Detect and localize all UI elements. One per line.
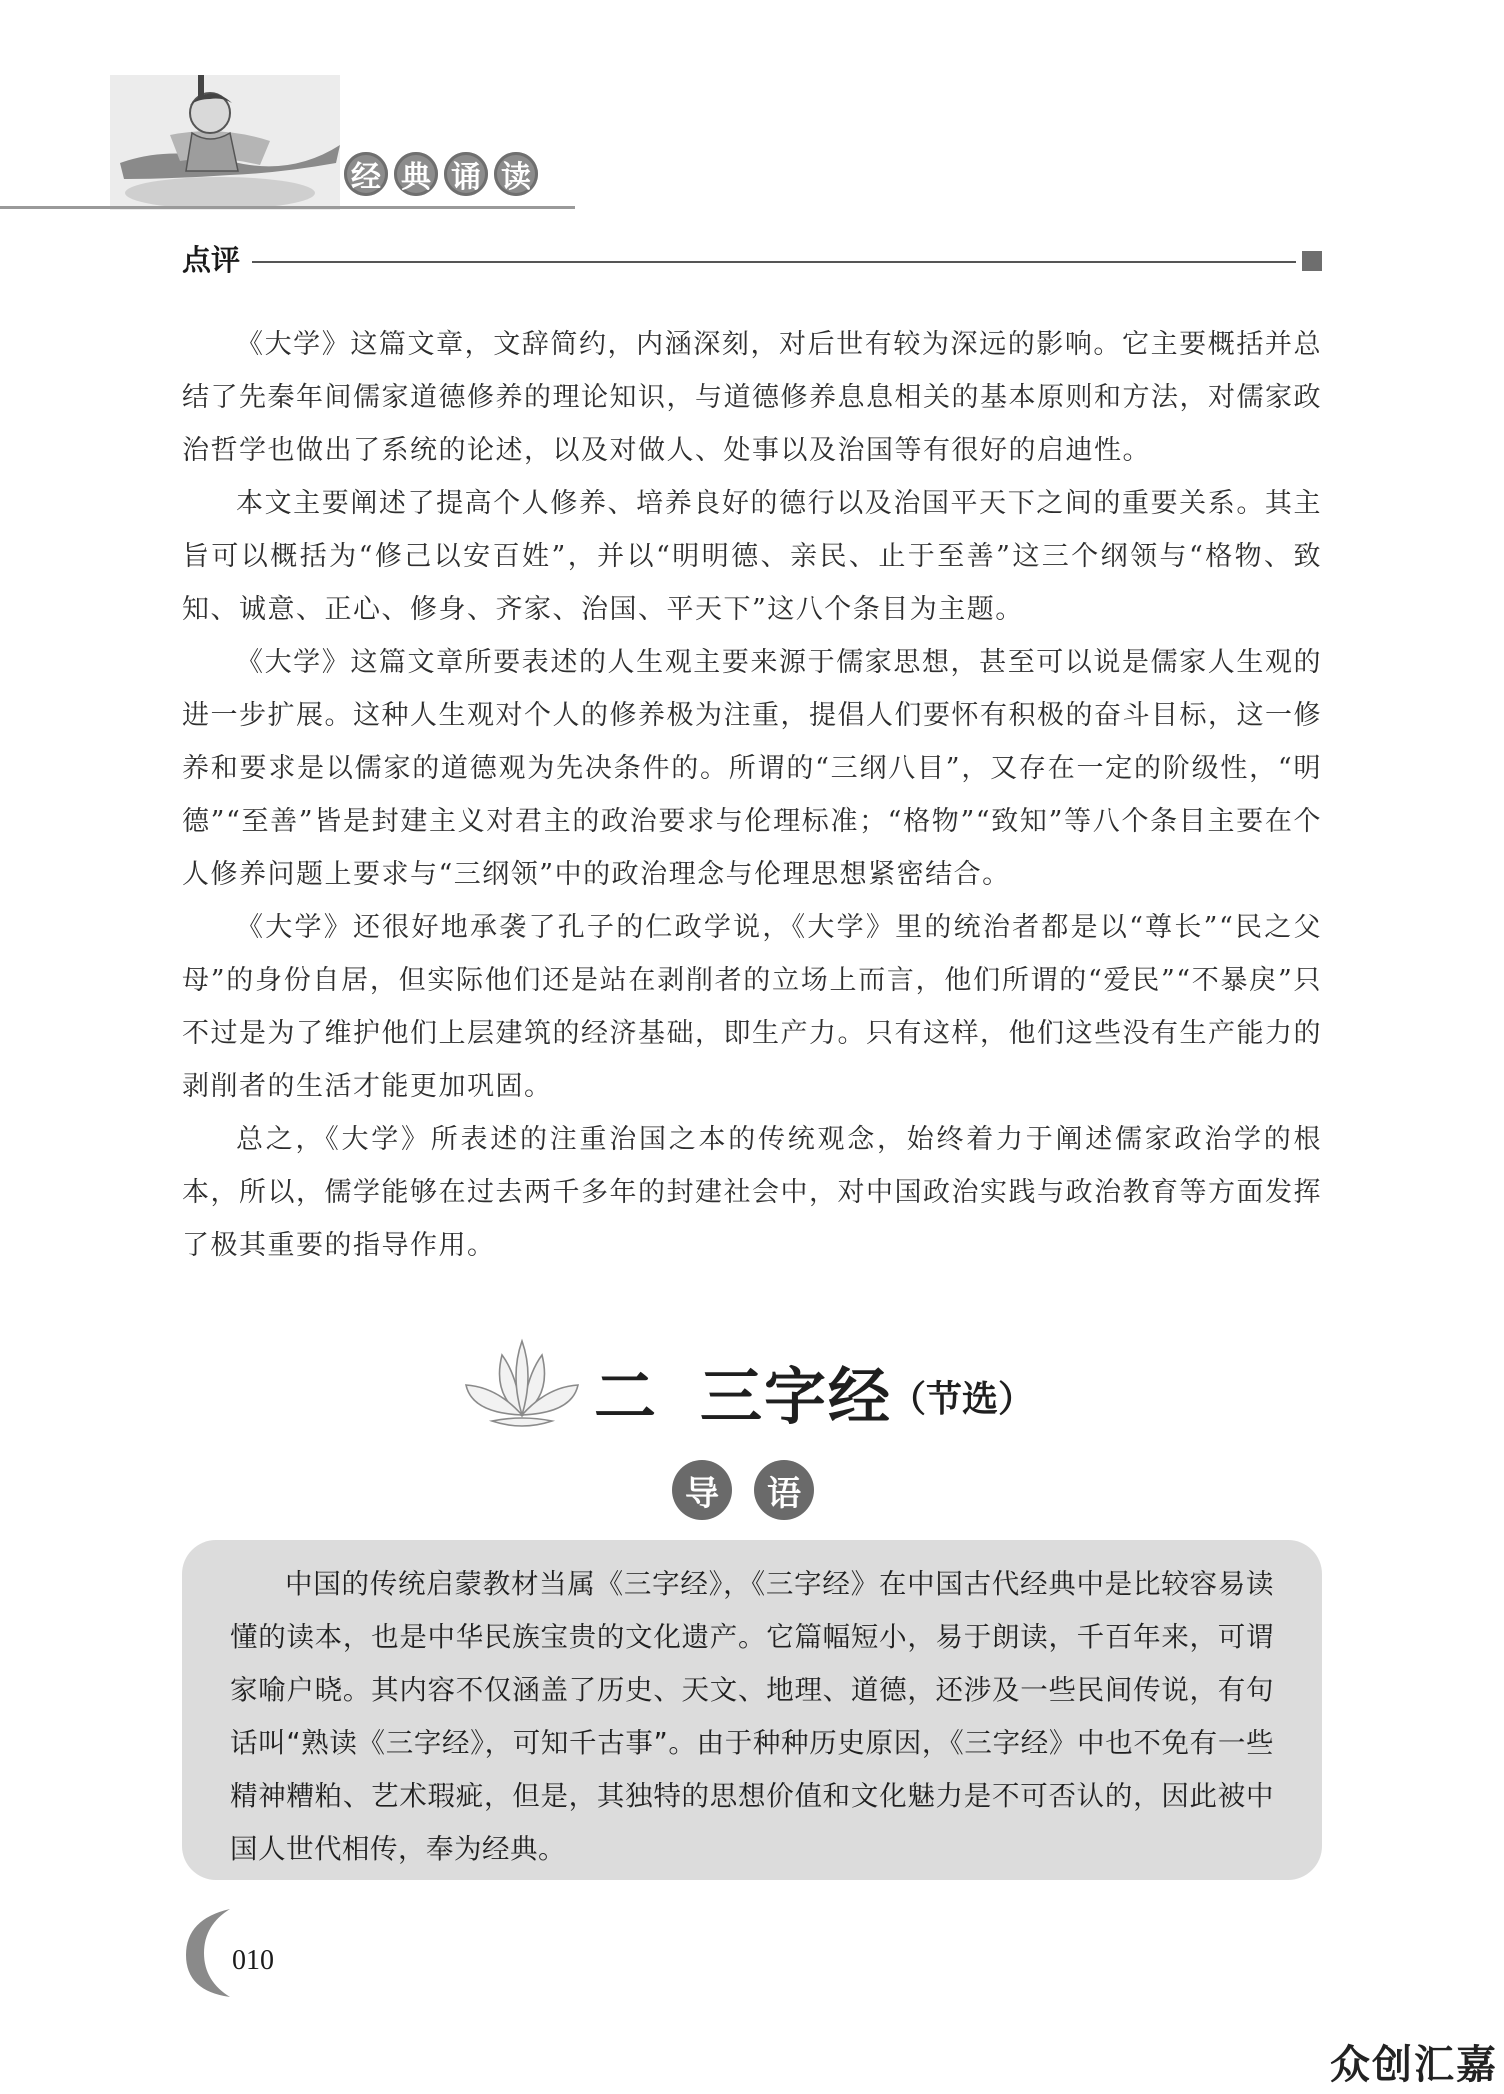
intro-label-char: 语 [754,1460,814,1520]
intro-label-char: 导 [672,1460,732,1520]
page-header [0,0,580,215]
series-title-char: 经 [344,152,388,196]
series-title-char: 典 [394,152,438,196]
page-number: 010 [232,1945,274,1976]
intro-heading [672,1460,814,1520]
series-title [344,152,538,196]
chapter-title [462,1335,1062,1435]
heading-end-square [1302,251,1322,271]
review-heading [182,240,1322,280]
review-paragraph: 《大学》这篇文章，文辞简约，内涵深刻，对后世有较为深远的影响。它主要概括并总结了先秦年间儒家道德修养的理论知识，与道德修养息息相关的基本原则和方法，对儒家政治哲学也做出了系统的论述，以及对做人、处事以及治国等有很好的启迪性。 [182,329,1322,466]
chapter-number: 二 [594,1360,657,1433]
lotus-flower-icon [462,1335,582,1435]
header-divider [0,206,575,209]
review-body [182,318,1322,1272]
review-label: 点评 [182,243,241,277]
intro-box [182,1540,1322,1880]
intro-text: 中国的传统启蒙教材当属《三字经》，《三字经》在中国古代经典中是比较容易读懂的读本，也是中华民族宝贵的文化遗产。它篇幅短小，易于朗读，千百年来，可谓家喻户晓。其内容不仅涵盖了历史、天文、地理、道德，还涉及一些民间传说，有句话叫“熟读《三字经》，可知千古事”。由于种种历史原因，《三字经》中也不免有一些精神糟粕、艺术瑕疵，但是，其独特的思想价值和文化魅力是不可否认的，因此被中国人世代相传，奉为经典。 [230,1568,1274,1865]
review-paragraph: 本文主要阐述了提高个人修养、培养良好的德行以及治国平天下之间的重要关系。其主旨可以概括为“修己以安百姓”，并以“明明德、亲民、止于至善”这三个纲领与“格物、致知、诚意、正心、修身、齐家、治国、平天下”这八个条目为主题。 [182,488,1322,625]
review-paragraph: 总之，《大学》所表述的注重治国之本的传统观念，始终着力于阐述儒家政治学的根本，所以，儒学能够在过去两千多年的封建社会中，对中国政治实践与政治教育等方面发挥了极其重要的指导作用。 [182,1124,1322,1261]
chapter-name: 三字经 [700,1360,893,1433]
review-paragraph: 《大学》还很好地承袭了孔子的仁政学说，《大学》里的统治者都是以“尊长”“民之父母”的身份自居，但实际他们还是站在剥削者的立场上而言，他们所谓的“爱民”“不暴戾”只不过是为了维护他们上层建筑的经济基础，即生产力。只有这样，他们这些没有生产能力的剥削者的生活才能更加巩固。 [182,912,1322,1102]
watermark: 众创汇嘉 [1330,2042,1498,2088]
review-paragraph: 《大学》这篇文章所要表述的人生观主要来源于儒家思想，甚至可以说是儒家人生观的进一步扩展。这种人生观对个人的修养极为注重，提倡人们要怀有积极的奋斗目标，这一修养和要求是以儒家的道德观为先决条件的。所谓的“三纲八目”，又存在一定的阶级性，“明德”“至善”皆是封建主义对君主的政治要求与伦理标准；“格物”“致知”等八个条目主要在个人修养问题上要求与“三纲领”中的政治理念与伦理思想紧密结合。 [182,647,1322,890]
series-title-char: 诵 [444,152,488,196]
chapter-suffix: （节选） [890,1378,1035,1420]
series-title-char: 读 [494,152,538,196]
child-reading-scroll-illustration [110,75,340,210]
heading-rule [252,261,1296,263]
